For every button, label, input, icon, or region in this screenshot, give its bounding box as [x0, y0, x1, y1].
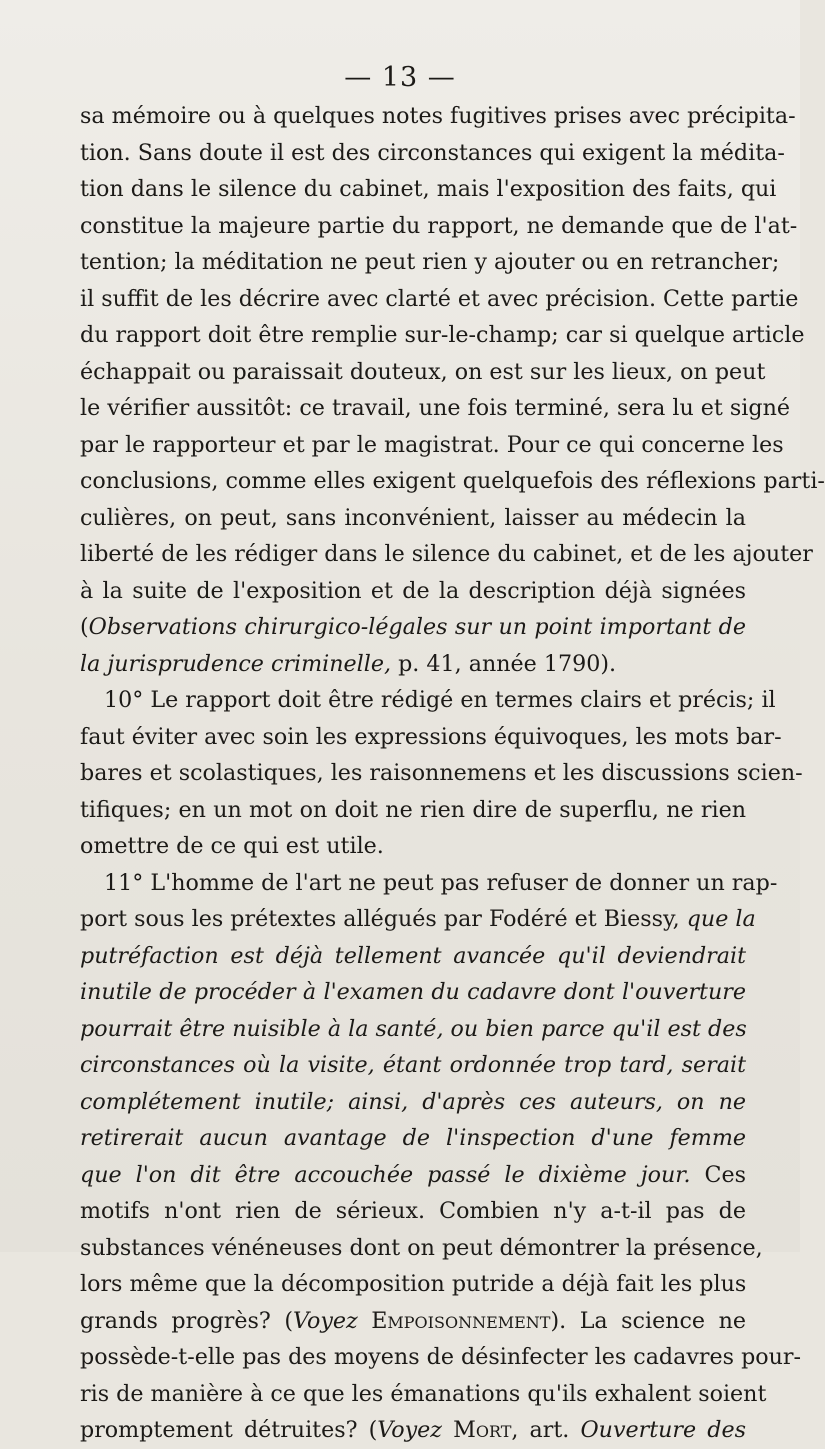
- italic-text: retirerait aucun avantage de l'inspection d'une femme: [80, 1125, 746, 1151]
- text-segment: ). La science ne: [550, 1307, 746, 1334]
- text-line: [80, 1303, 746, 1340]
- text-line: [80, 1230, 763, 1267]
- text-line: [80, 938, 746, 975]
- text-segment: faut éviter avec soin les expressions équivoques, les mots bar-: [80, 723, 782, 750]
- text-segment: 11° L'homme de l'art ne peut pas refuser de donner un rap-: [104, 869, 778, 896]
- small-caps-text: Mort: [453, 1417, 512, 1443]
- text-segment: constitue la majeure partie du rapport, ne demande que de l'at-: [80, 212, 798, 239]
- italic-text: Ouverture des: [580, 1417, 746, 1443]
- text-segment: par le rapporteur et par le magistrat. Pour ce qui concerne les: [80, 431, 784, 458]
- body-text: [80, 98, 825, 1449]
- text-segment: lors même que la décomposition putride a déjà fait les plus: [80, 1271, 747, 1297]
- italic-text: circonstances où la visite, étant ordonnée trop tard, serait: [80, 1052, 746, 1078]
- text-segment: possède-t-elle pas des moyens de désinfecter les cadavres pour-: [80, 1344, 802, 1370]
- italic-text: complétement inutile; ainsi, d'après ces auteurs, on ne: [80, 1088, 746, 1115]
- italic-text: la jurisprudence criminelle,: [80, 650, 392, 677]
- text-line: [80, 536, 813, 573]
- text-line: [80, 1120, 746, 1157]
- text-line: [80, 1193, 746, 1230]
- text-line: [80, 974, 746, 1011]
- text-segment: conclusions, comme elles exigent quelquefois des réflexions parti-: [80, 468, 825, 494]
- italic-text: que l'on dit être accouchée passé le dixième jour.: [80, 1161, 691, 1188]
- text-line: [80, 719, 782, 756]
- text-segment: le vérifier aussitôt: ce travail, une fois terminé, sera lu et signé: [80, 395, 790, 421]
- text-line: [80, 1011, 746, 1048]
- italic-text: pourrait être nuisible à la santé, ou bien parce qu'il est des: [80, 1015, 747, 1042]
- text-segment: tion dans le silence du cabinet, mais l'exposition des faits, qui: [80, 176, 777, 202]
- text-segment: promptement détruites? (: [80, 1417, 378, 1443]
- text-line: [80, 609, 746, 646]
- text-segment: il suffit de les décrire avec clarté et avec précision. Cette partie: [80, 285, 799, 312]
- small-caps-text: Empoisonnement: [371, 1307, 551, 1334]
- text-line: [80, 682, 776, 719]
- text-segment: du rapport doit être remplie sur-le-champ; car si quelque article: [80, 322, 805, 348]
- text-line: [80, 244, 780, 281]
- text-segment: grands progrès? (: [80, 1307, 293, 1334]
- text-segment: p. 41, année 1790).: [391, 650, 617, 677]
- text-line: [80, 171, 777, 208]
- text-line: [80, 1266, 746, 1303]
- text-line: [80, 1157, 746, 1194]
- text-line: [80, 755, 803, 792]
- text-line: [80, 1084, 746, 1121]
- italic-text: putréfaction est déjà tellement avancée qu'il deviendrait: [80, 942, 746, 969]
- text-segment: culières, on peut, sans inconvénient, laisser au médecin la: [80, 504, 746, 531]
- text-line: [80, 901, 756, 938]
- text-line: [80, 354, 766, 391]
- text-segment: bares et scolastiques, les raisonnemens et les discussions scien-: [80, 760, 803, 786]
- italic-text: Observations chirurgico-légales sur un point important de: [88, 614, 746, 640]
- text-segment: liberté de les rédiger dans le silence du cabinet, et de les ajouter: [80, 541, 813, 567]
- text-segment: échappait ou paraissait douteux, on est sur les lieux, on peut: [80, 358, 766, 385]
- italic-text: Voyez: [292, 1307, 358, 1334]
- text-line: [80, 208, 798, 245]
- text-segment: substances vénéneuses dont on peut démontrer la présence,: [80, 1234, 763, 1261]
- text-segment: omettre de ce qui est utile.: [80, 833, 384, 859]
- text-segment: ris de manière à ce que les émanations qu'ils exhalent soient: [80, 1380, 767, 1407]
- text-line: [80, 646, 746, 683]
- italic-text: que la: [686, 906, 756, 932]
- italic-text: inutile de procéder à l'examen du cadavre dont l'ouverture: [80, 979, 746, 1005]
- text-segment: [442, 1417, 453, 1443]
- text-line: [80, 1376, 767, 1413]
- text-segment: motifs n'ont rien de sérieux. Combien n'y a-t-il pas de: [80, 1198, 746, 1224]
- page-number: — 13 —: [344, 62, 456, 93]
- text-segment: 10° Le rapport doit être rédigé en termes clairs et précis; il: [104, 687, 776, 713]
- text-line: [80, 463, 825, 500]
- text-segment: tion. Sans doute il est des circonstances qui exigent la médita-: [80, 139, 785, 166]
- text-line: [80, 98, 796, 135]
- text-line: [80, 317, 805, 354]
- text-segment: tention; la méditation ne peut rien y ajouter ou en retrancher;: [80, 249, 780, 275]
- text-line: [80, 828, 746, 865]
- text-line: [80, 281, 799, 318]
- text-line: [80, 1339, 802, 1376]
- text-segment: (: [80, 614, 89, 640]
- text-line: [80, 573, 746, 610]
- text-segment: à la suite de l'exposition et de la description déjà signées: [80, 577, 746, 604]
- text-segment: Ces: [690, 1161, 747, 1188]
- text-line: [80, 427, 784, 464]
- text-segment: [358, 1308, 372, 1334]
- text-line: [80, 500, 746, 537]
- text-line: [80, 1412, 746, 1449]
- text-line: [80, 135, 785, 172]
- text-segment: tifiques; en un mot on doit ne rien dire de superflu, ne rien: [80, 796, 746, 823]
- text-segment: port sous les prétextes allégués par Fodéré et Biessy,: [80, 906, 687, 932]
- text-line: [80, 792, 746, 829]
- text-line: [80, 865, 778, 902]
- text-line: [80, 390, 790, 427]
- italic-text: Voyez: [377, 1417, 442, 1443]
- text-line: [80, 1047, 746, 1084]
- text-segment: sa mémoire ou à quelques notes fugitives prises avec précipita-: [80, 103, 796, 129]
- text-segment: , art.: [511, 1417, 581, 1443]
